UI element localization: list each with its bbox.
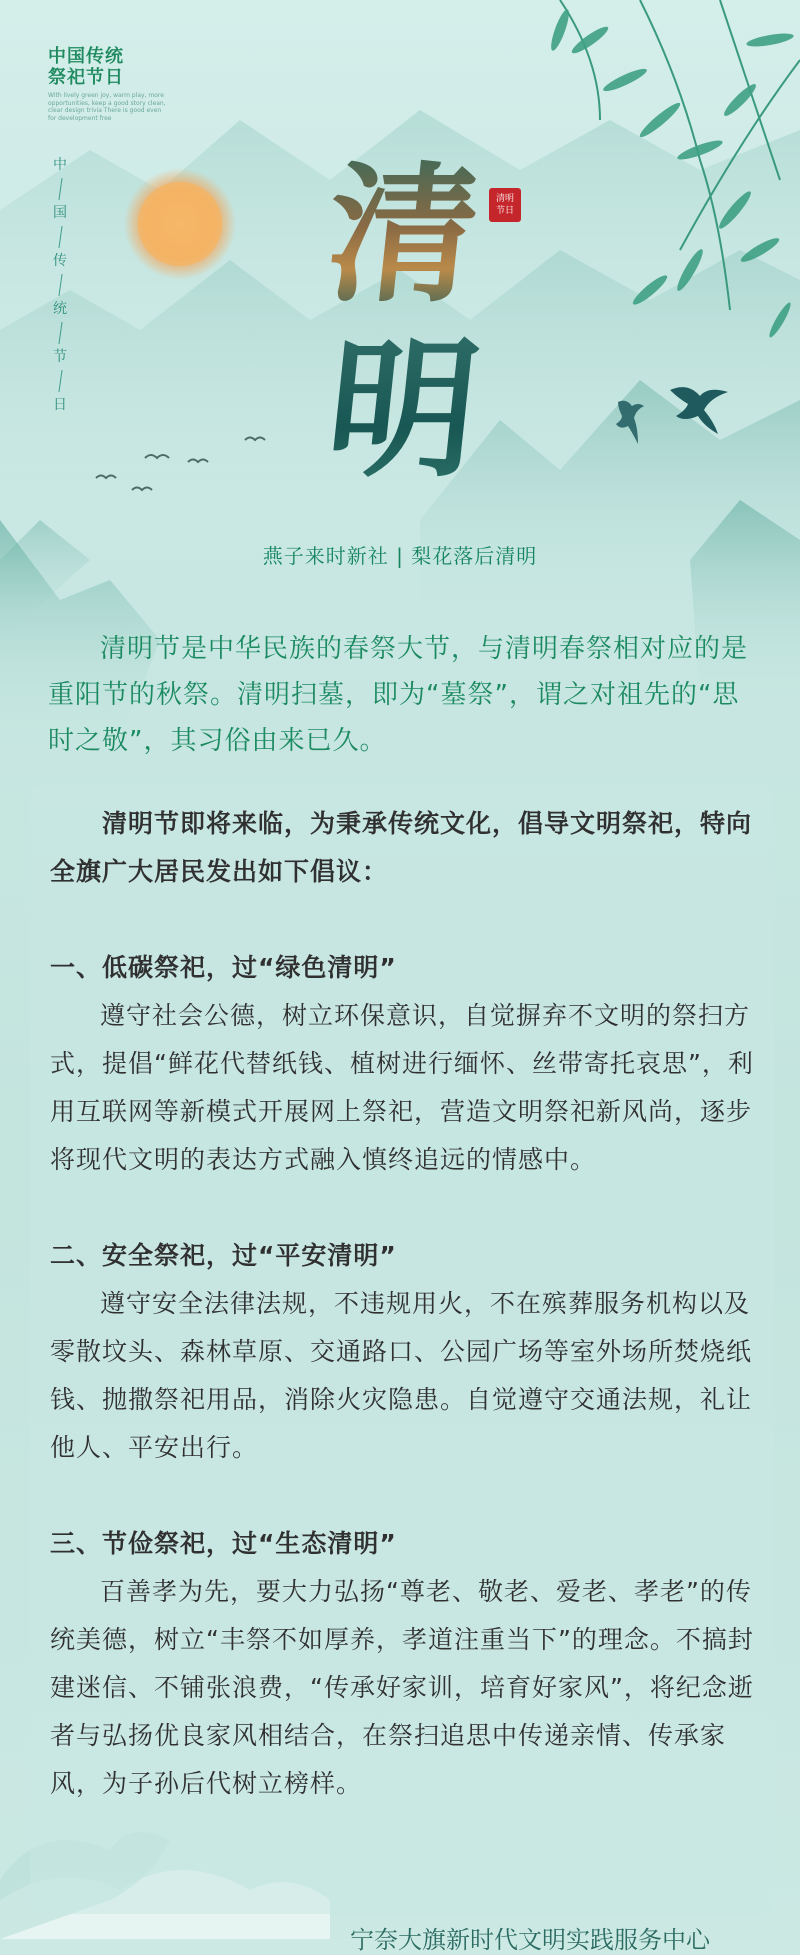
poem-subtitle: 燕子来时新社 | 梨花落后清明 [262,544,538,568]
vertical-char: 日 [53,397,67,413]
vertical-char: 统 [53,301,67,317]
brand-english: With lively green joy, warm play, more opportunities, keep a good story clean, clear design trivia There is good even for development free [48,92,166,122]
calligraphy-char-qing: 清 [309,150,497,320]
vertical-dash [58,322,62,344]
vertical-char: 中 [53,157,67,173]
vertical-char: 国 [53,205,67,221]
vertical-char: 传 [53,253,67,269]
section-body: 百善孝为先，要大力弘扬“尊老、敬老、爱老、孝老”的传统美德，树立“丰祭不如厚养，孝道注重当下”的理念。不搞封建迷信、不铺张浪费，“传承好家训，培育好家风”，将纪念逝者与弘扬优良家风相结合，在祭扫追思中传递亲情、传承家风，为子孙后代树立榜样。 [50,1577,754,1798]
vertical-dash [58,226,62,248]
section-heading: 二、安全祭祀，过“平安清明” [50,1241,397,1270]
footer-organization: 宁奈大旗新时代文明实践服务中心 [350,1926,710,1954]
spacer [50,1472,772,1520]
vertical-dash [58,274,62,296]
proposal-lead: 清明节即将来临，为秉承传统文化，倡导文明祭祀，特向全旗广大居民发出如下倡议： [50,809,753,886]
spacer [50,896,772,944]
vertical-text [50,156,70,414]
qingming-calligraphy [318,147,488,498]
section-body: 遵守安全法律法规，不违规用火，不在殡葬服务机构以及零散坟头、森林草原、交通路口、公园广场等室外场所焚烧纸钱、抛撒祭祀用品，消除火灾隐患。自觉遵守交通法规，礼让他人、平安出行。 [50,1289,753,1462]
section-heading: 一、低碳祭祀，过“绿色清明” [50,953,397,982]
proposal-content [50,800,772,1808]
section-heading: 三、节俭祭祀，过“生态清明” [50,1529,397,1558]
intro-paragraph: 清明节是中华民族的春祭大节，与清明春祭相对应的是重阳节的秋祭。清明扫墓，即为“墓祭”，谓之对祖先的“思时之敬”，其习俗由来已久。 [48,634,749,756]
vertical-dash [58,370,62,392]
vertical-char: 节 [53,349,67,365]
section-body: 遵守社会公德，树立环保意识，自觉摒弃不文明的祭扫方式，提倡“鲜花代替纸钱、植树进行缅怀、丝带寄托哀思”，利用互联网等新模式开展网上祭祀，营造文明祭祀新风尚，逐步将现代文明的表达方式融入慎终追远的情感中。 [50,1001,754,1174]
brand-block [48,46,168,122]
vertical-dash [58,178,62,200]
brand-title: 中国传统 祭祀节日 [48,46,124,88]
red-seal-stamp: 清明 节日 [489,188,521,222]
calligraphy-char-ming: 明 [309,325,497,495]
spacer [50,1184,772,1232]
